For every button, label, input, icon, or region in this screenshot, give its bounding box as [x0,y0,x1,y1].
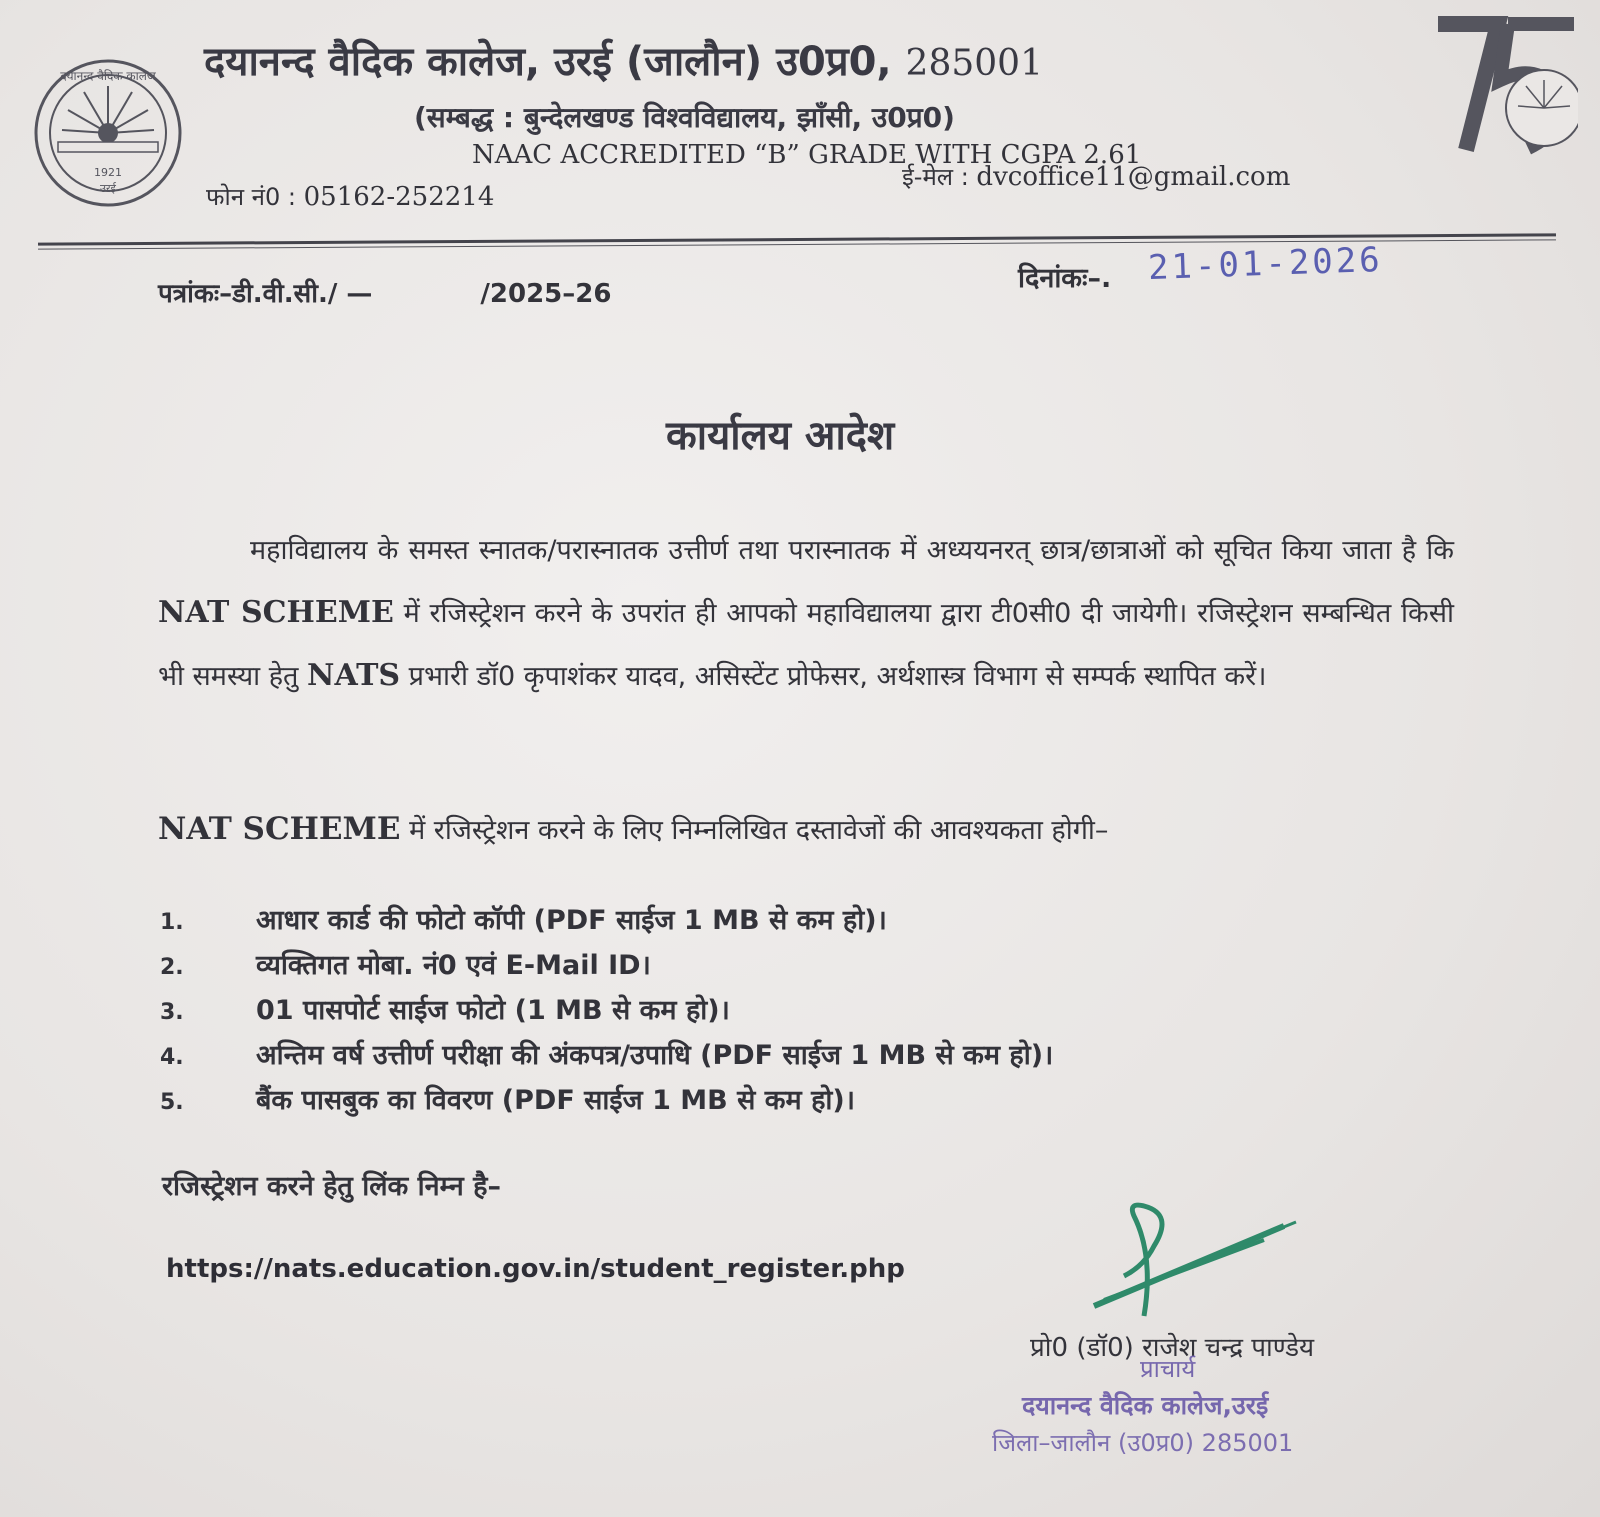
list-item-text: व्यक्तिगत मोबा. नं0 एवं E-Mail ID। [256,950,651,981]
stamp-district: जिला–जालौन (उ0प्र0) 285001 [992,1429,1294,1457]
body-text-2: में रजिस्ट्रेशन करने के उपरांत ही आपको महाविद्यालया द्वारा टी0सी0 दी जायेगी। रजिस्ट्रेशन सम्बन्धित किसी भी समस्या हेतु [158,598,1455,692]
handwritten-signature [1084,1196,1304,1326]
list-item [160,1080,1053,1125]
list-item [160,990,1053,1035]
college-name-heading [204,32,1043,87]
list-item-number: 2. [160,955,184,980]
reference-year: /2025–26 [480,279,612,309]
affiliation-line: (सम्बद्ध : बुन्देलखण्ड विश्वविद्यालय, झाँसी, उ0प्र0) [414,101,955,134]
list-item-text: आधार कार्ड की फोटो कॉपी (PDF साईज 1 MB से कम हो)। [256,905,887,936]
requirements-nat-scheme: NAT SCHEME [158,811,401,847]
handwritten-date: 21-01-2026 [1147,239,1384,289]
stamp-college: दयानन्द वैदिक कालेज,उरई [1022,1391,1269,1420]
list-item-text: 01 पासपोर्ट साईज फोटो (1 MB से कम हो)। [256,995,730,1026]
accreditation-line: NAAC ACCREDITED “B” GRADE WITH CGPA 2.61 [472,140,1142,170]
body-text-1: महाविद्यालय के समस्त स्नातक/परास्नातक उत्तीर्ण तथा परास्नातक में अध्ययनरत् छात्र/छात्राओं को सूचित किया जाता है कि [250,535,1454,566]
list-item [160,900,1053,945]
list-item-text: अन्तिम वर्ष उत्तीर्ण परीक्षा की अंकपत्र/उपाधि (PDF साईज 1 MB से कम हो)। [256,1040,1054,1071]
phone-number: 05162-252214 [303,182,495,212]
svg-text:उरई: उरई [100,182,116,195]
college-seal-logo [28,58,188,208]
requirements-heading [158,810,1108,847]
list-item-text: बैंक पासबुक का विवरण (PDF साईज 1 MB से कम हो)। [256,1085,855,1116]
list-item-number: 5. [160,1090,184,1115]
list-item-number: 3. [160,1000,184,1025]
reference-number [158,274,611,310]
list-item [160,945,1053,990]
body-text-3: प्रभारी डॉ0 कृपाशंकर यादव, असिस्टेंट प्रोफेसर, अर्थशास्त्र विभाग से सम्पर्क स्थापित करें। [400,661,1267,692]
phone-line [206,180,494,213]
pincode: 285001 [905,43,1043,84]
email-line [902,160,1290,193]
body-nat-scheme: NAT SCHEME [158,595,394,630]
list-item-number: 1. [160,910,184,935]
svg-text:1921: 1921 [94,166,122,179]
phone-label: फोन नं0 : [206,183,304,211]
list-item [160,1035,1053,1080]
stamp-designation: प्राचार्य [1140,1355,1196,1383]
svg-text:दयानन्द वैदिक कालेज: दयानन्द वैदिक कालेज [60,69,156,83]
registration-link[interactable]: https://nats.education.gov.in/student_register.php [166,1254,905,1284]
list-item-number: 4. [160,1045,184,1070]
reference-label: पत्रांकः–डी.वी.सी./ — [158,279,373,309]
documents-list [160,900,1053,1125]
order-body-paragraph [158,520,1454,708]
email-label: ई-मेल : [902,163,977,191]
75-years-anniversary-logo [1438,10,1578,170]
college-name: दयानन्द वैदिक कालेज, उरई (जालौन) उ0प्र0, [204,39,906,85]
order-title: कार्यालय आदेश [666,413,895,459]
body-nats: NATS [307,658,401,693]
signer-name: प्रो0 (डॉ0) राजेश चन्द्र पाण्डेय [1030,1333,1315,1363]
requirements-text: में रजिस्ट्रेशन करने के लिए निम्नलिखित दस्तावेजों की आवश्यकता होगी– [400,815,1109,846]
registration-link-label: रजिस्ट्रेशन करने हेतु लिंक निम्न है– [162,1171,501,1202]
email-address: dvcoffice11@gmail.com [976,162,1291,192]
date-label: दिनांकः–. [1018,263,1112,294]
